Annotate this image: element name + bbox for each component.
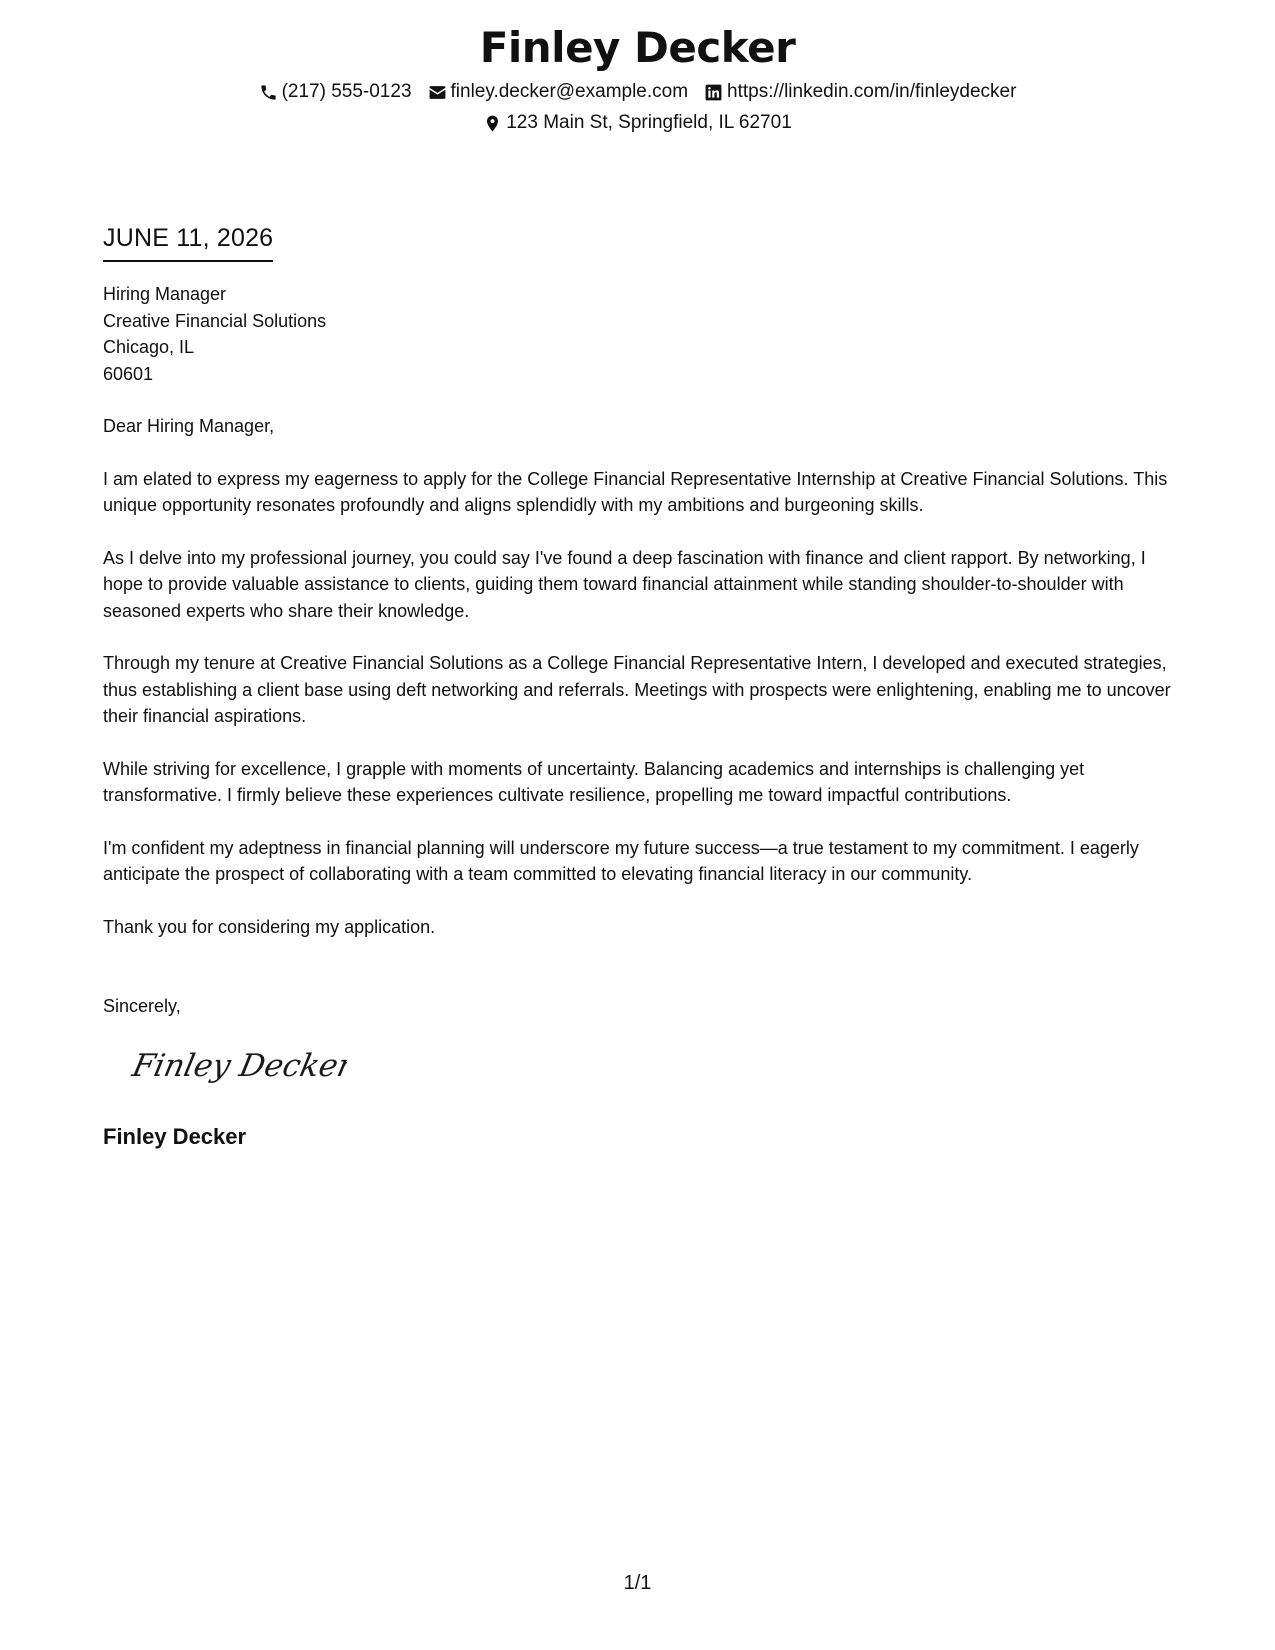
letter-header (0, 20, 1275, 135)
body-paragraph-1: I am elated to express my eagerness to apply for the College Financial Representative Internship at Creative Financial Solutions. This unique opportunity resonates profoundly and aligns splendidly with my ambitions and burgeoning skills. (103, 468, 1168, 515)
envelope-icon (428, 83, 447, 102)
signature-image (127, 1038, 347, 1098)
letter-date: JUNE 11, 2026 (103, 222, 273, 262)
address-text: 123 Main St, Springfield, IL 62701 (506, 112, 792, 133)
body-paragraph-4: While striving for excellence, I grapple with moments of uncertainty. Balancing academics and internships is challenging yet transformative. I firmly believe these experiences cultivate resilience, propelling me toward impactful contributions. (103, 758, 1085, 805)
signature-text: Finley Decker (129, 1047, 347, 1084)
address-contact (483, 111, 792, 135)
linkedin-contact[interactable] (704, 80, 1016, 104)
recipient-company: Creative Financial Solutions (103, 310, 327, 331)
recipient-city-state: Chicago, IL (103, 337, 195, 357)
map-marker-icon (483, 114, 502, 133)
body-paragraph-5: I'm confident my adeptness in financial planning will underscore my future success—a true testament to my commitment. I eagerly anticipate the prospect of collaborating with a team committed to elevating financial literacy in our community. (103, 837, 1139, 884)
sender-name: Finley Decker (479, 23, 796, 72)
thank-you-paragraph: Thank you for considering my application. (103, 916, 436, 937)
closing: Sincerely, (103, 996, 181, 1016)
recipient-zip: 60601 (103, 363, 154, 384)
salutation: Dear Hiring Manager, (103, 416, 275, 436)
body-paragraph-2: As I delve into my professional journey, you could say I've found a deep fascination with finance and client rapport. By networking, I hope to provide valuable assistance to clients, guiding them toward financial attainment while standing shoulder-to-shoulder with seasoned experts who share their knowledge. (103, 547, 1146, 621)
date-block (103, 222, 273, 262)
phone-contact (259, 80, 412, 104)
recipient-block (103, 281, 1178, 387)
phone-number: (217) 555-0123 (281, 81, 412, 102)
signed-name: Finley Decker (103, 1124, 247, 1149)
recipient-title: Hiring Manager (103, 284, 227, 304)
linkedin-icon (704, 83, 723, 102)
body-paragraph-3: Through my tenure at Creative Financial Solutions as a College Financial Representative Intern, I developed and executed strategies, thus establishing a client base using deft networking and referrals. Meetings with prospects were enlightening, enabling me to uncover their financial aspirations. (103, 653, 1171, 726)
letter-body (103, 281, 1178, 1151)
address-line (0, 111, 1275, 135)
email-link[interactable]: finley.decker@example.com (450, 81, 689, 102)
page-number: 1/1 (623, 1572, 652, 1594)
email-contact[interactable] (428, 80, 689, 104)
phone-icon (259, 83, 278, 102)
linkedin-link[interactable]: https://linkedin.com/in/finleydecker (727, 81, 1017, 102)
contact-line (0, 80, 1275, 104)
